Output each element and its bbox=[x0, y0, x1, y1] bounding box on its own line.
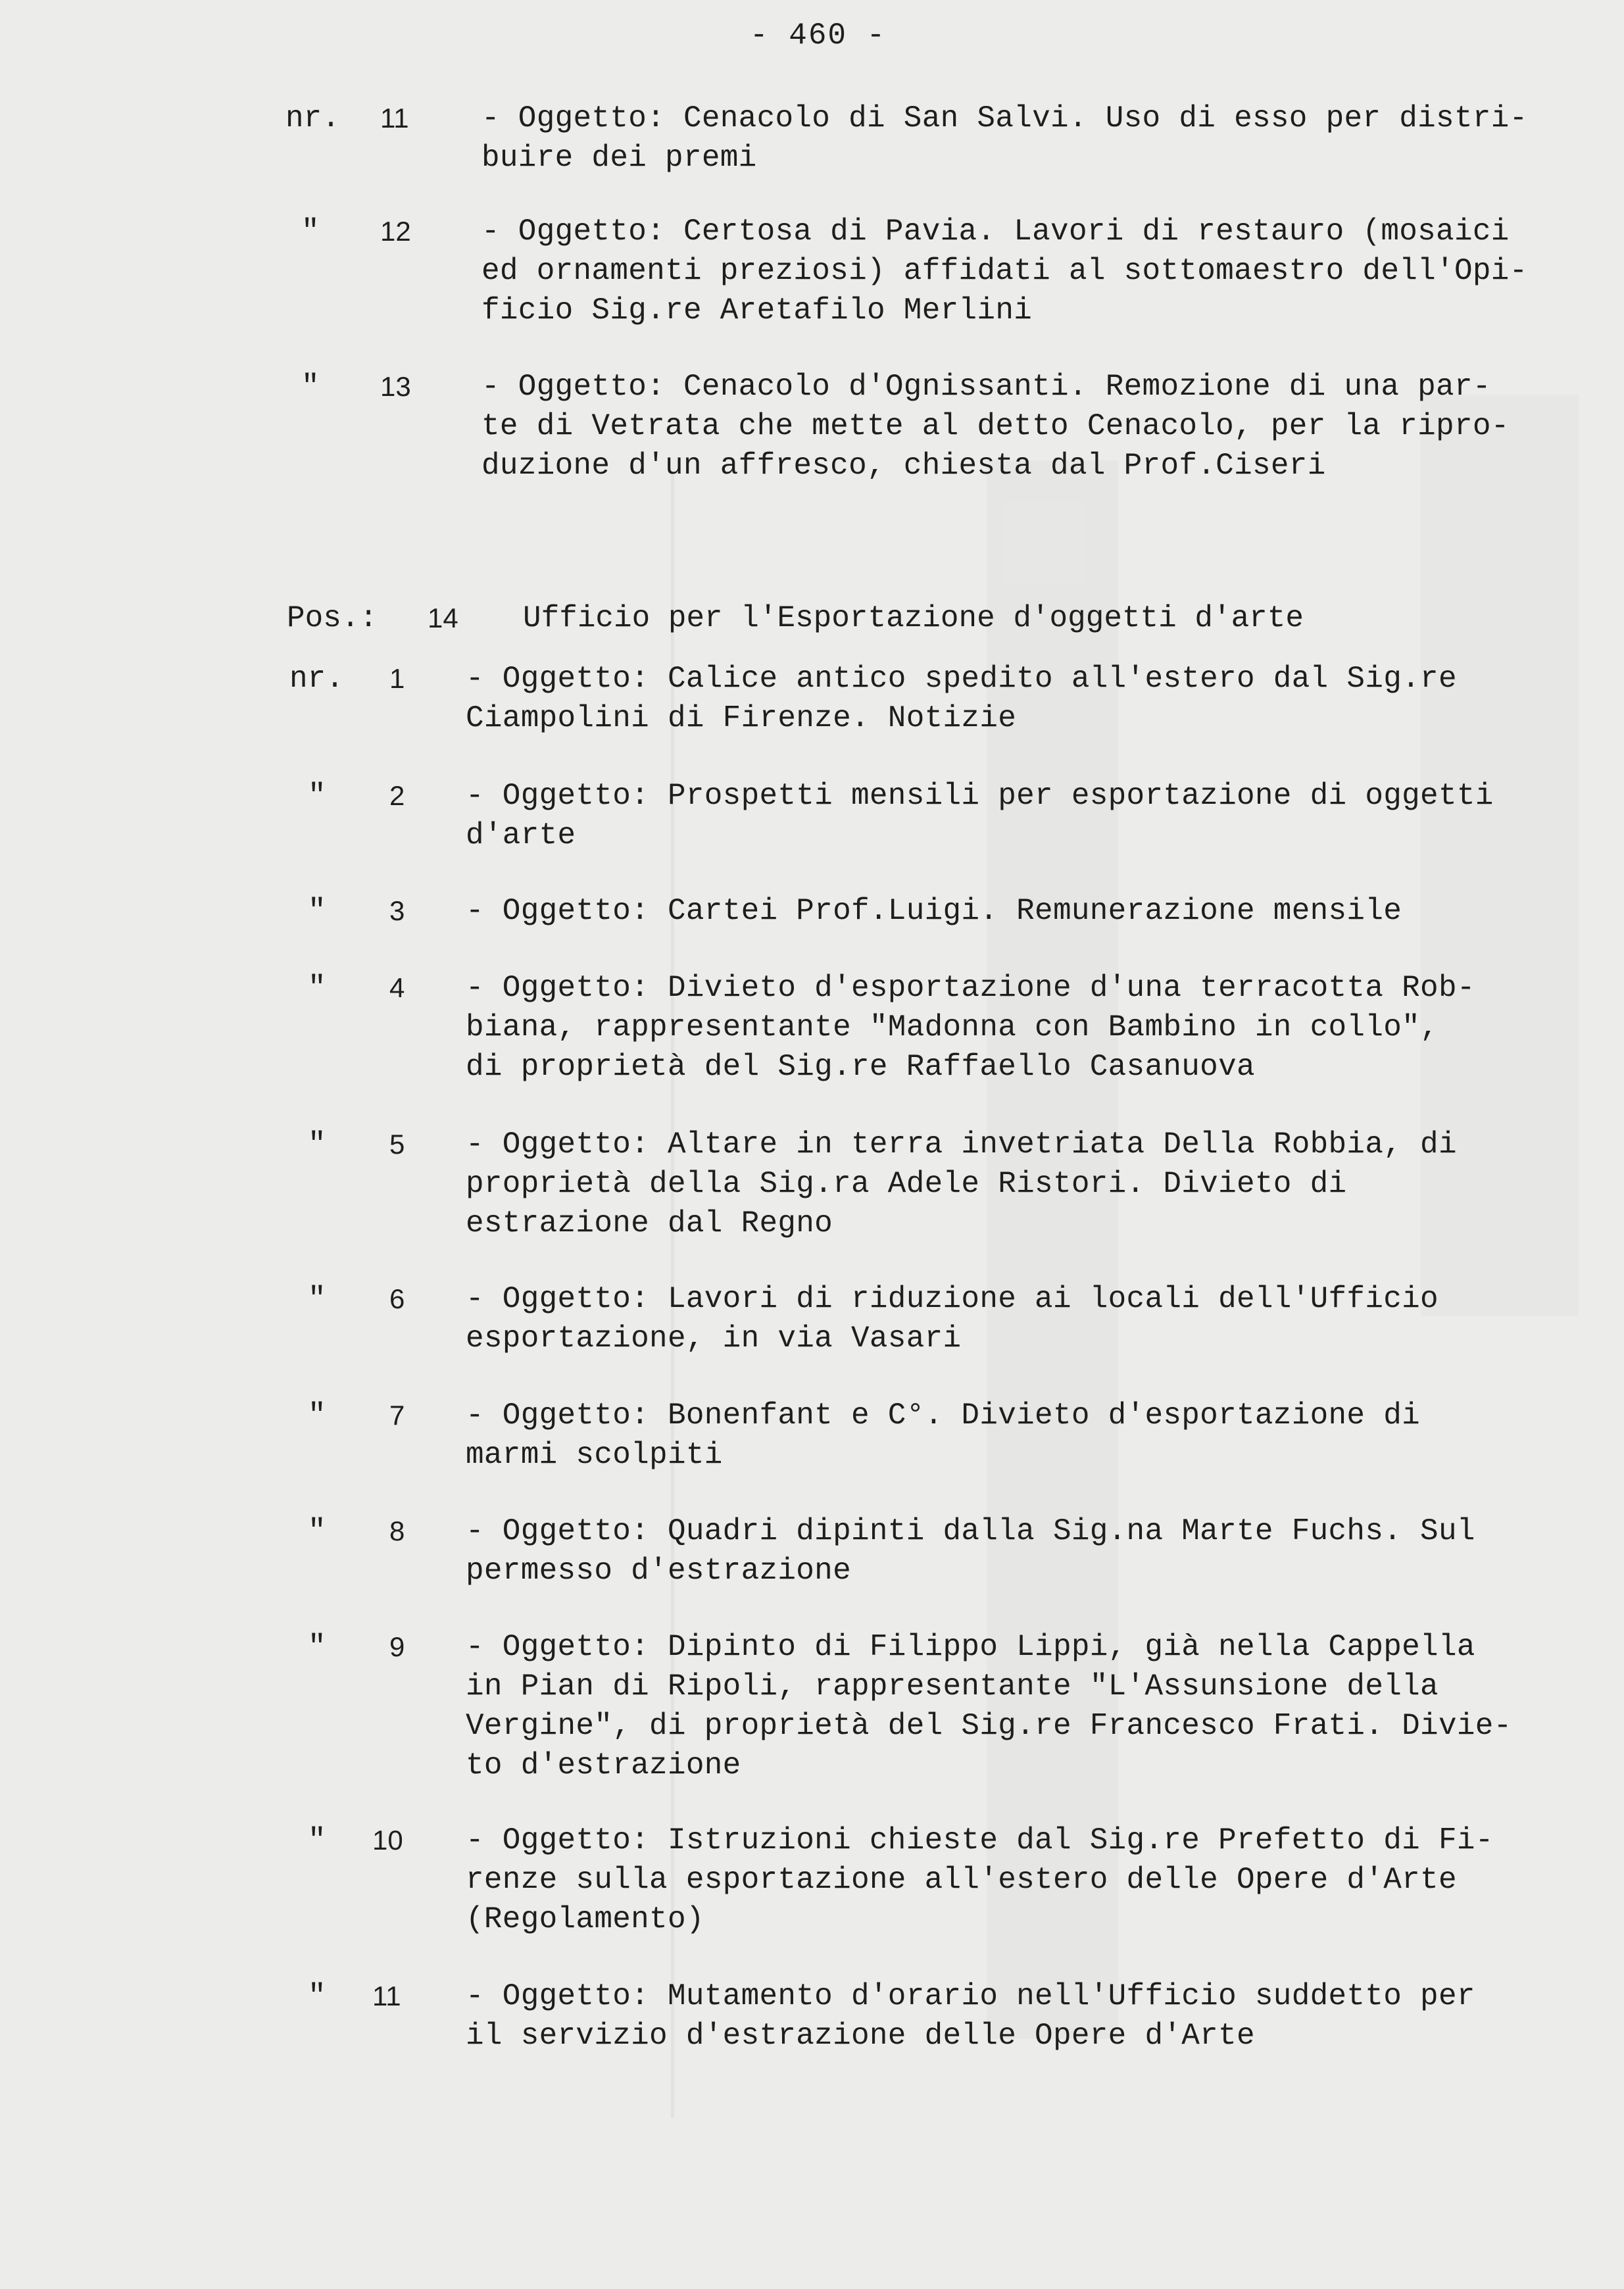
entry-text: - Oggetto: Lavori di riduzione ai locali dell'Ufficio esportazione, in via Vasari bbox=[466, 1282, 1439, 1356]
entry-text: - Oggetto: Cenacolo di San Salvi. Uso di esso per distri- buire dei premi bbox=[481, 101, 1528, 175]
entry-label: " bbox=[308, 894, 326, 928]
entry-number: 6 bbox=[389, 1283, 405, 1314]
entry-label: " bbox=[308, 1979, 326, 2013]
entry-number: 4 bbox=[389, 972, 405, 1003]
entry-label: " bbox=[308, 1127, 326, 1162]
entry-text: - Oggetto: Dipinto di Filippo Lippi, già nella Cappella in Pian di Ripoli, rappresentante "L'Assunsione della Vergine", di proprietà del Sig.re Francesco Frati. Divie- to d'estrazione bbox=[466, 1630, 1512, 1783]
entry-label: nr. bbox=[285, 101, 340, 135]
entry-number: 9 bbox=[389, 1631, 405, 1662]
entry-text: - Oggetto: Cenacolo d'Ognissanti. Remozione di una par- te di Vetrata che mette al detto Cenacolo, per la ripro- duzione d'un affresco, chiesta dal Prof.Ciseri bbox=[481, 370, 1510, 483]
entry-number: 13 bbox=[380, 371, 411, 402]
entry-label: " bbox=[308, 1630, 326, 1664]
entry-text: - Oggetto: Istruzioni chieste dal Sig.re Prefetto di Fi- renze sulla esportazione all'estero delle Opere d'Arte (Regolamento) bbox=[466, 1823, 1494, 1936]
entry-text: - Oggetto: Cartei Prof.Luigi. Remunerazione mensile bbox=[466, 894, 1402, 928]
entry-text: - Oggetto: Quadri dipinti dalla Sig.na Marte Fuchs. Sul permesso d'estrazione bbox=[466, 1514, 1475, 1588]
entry-text: - Oggetto: Mutamento d'orario nell'Ufficio suddetto per il servizio d'estrazione delle Opere d'Arte bbox=[466, 1979, 1475, 2053]
entry-label: " bbox=[308, 1282, 326, 1316]
entry-text: - Oggetto: Certosa di Pavia. Lavori di restauro (mosaici ed ornamenti preziosi) affidati al sottomaestro dell'Opi- ficio Sig.re Aretafilo Merlini bbox=[481, 214, 1528, 328]
entry-label: " bbox=[308, 1514, 326, 1548]
entry-label: " bbox=[301, 214, 320, 249]
entry-number: 2 bbox=[389, 780, 405, 811]
entry-text: - Oggetto: Divieto d'esportazione d'una terracotta Rob- biana, rappresentante "Madonna con Bambino in collo", di proprietà del Sig.re Raffaello Casanuova bbox=[466, 971, 1475, 1084]
position-label: Pos.: bbox=[287, 601, 378, 635]
entry-label: " bbox=[308, 1823, 326, 1858]
page-number: - 460 - bbox=[750, 18, 887, 53]
entry-number: 11 bbox=[372, 1981, 401, 2011]
entry-number: 10 bbox=[372, 1825, 403, 1856]
entry-number: 11 bbox=[380, 103, 409, 134]
entry-number: 12 bbox=[380, 216, 411, 247]
entry-text: - Oggetto: Prospetti mensili per esportazione di oggetti d'arte bbox=[466, 779, 1494, 852]
position-number: 14 bbox=[428, 603, 458, 633]
entry-number: 7 bbox=[389, 1400, 405, 1431]
entry-number: 1 bbox=[389, 663, 405, 694]
entry-label: nr. bbox=[289, 662, 344, 696]
entry-number: 5 bbox=[389, 1129, 405, 1160]
entry-label: " bbox=[308, 971, 326, 1005]
entry-text: - Oggetto: Calice antico spedito all'estero dal Sig.re Ciampolini di Firenze. Notizie bbox=[466, 662, 1457, 735]
entry-label: " bbox=[308, 1398, 326, 1433]
entry-text: - Oggetto: Altare in terra invetriata Della Robbia, di proprietà della Sig.ra Adele Ristori. Divieto di estrazione dal Regno bbox=[466, 1127, 1457, 1241]
position-title: Ufficio per l'Esportazione d'oggetti d'arte bbox=[523, 601, 1304, 635]
entry-label: " bbox=[308, 779, 326, 813]
entry-text: - Oggetto: Bonenfant e C°. Divieto d'esportazione di marmi scolpiti bbox=[466, 1398, 1421, 1472]
entry-number: 8 bbox=[389, 1515, 405, 1546]
entry-number: 3 bbox=[389, 895, 405, 926]
entry-label: " bbox=[301, 370, 320, 404]
